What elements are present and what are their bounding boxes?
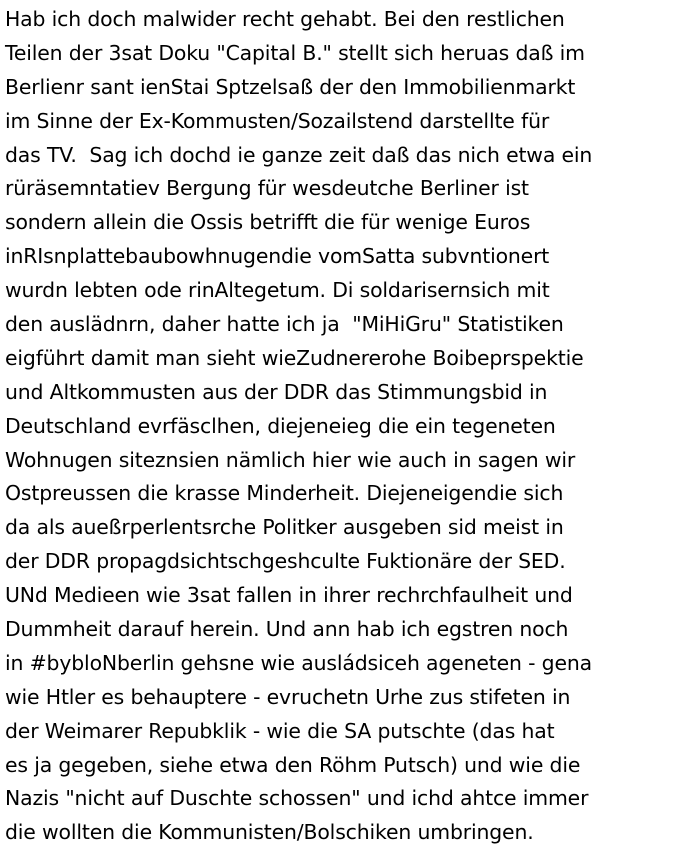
text-line: es ja gegeben, siehe etwa den Röhm Putsch) und wie die (5, 752, 581, 777)
text-line: Wohnugen siteznsien nämlich hier wie auch in sagen wir (5, 447, 576, 472)
text-line: UNd Medieen wie 3sat fallen in ihrer rechrchfaulheit und (5, 583, 573, 608)
text-line: der DDR propagdsichtschgeshculte Fuktionäre der SED. (5, 549, 566, 574)
text-line: eigführt damit man sieht wieZudnererohe Boibeprspektie (5, 345, 584, 370)
text-line: Teilen der 3sat Doku "Capital B." stellt sich heruas daß im (5, 40, 585, 65)
text-line: das TV. Sag ich dochd ie ganze zeit daß das nich etwa ein (5, 142, 593, 167)
text-line: Hab ich doch malwider recht gehabt. Bei den restlichen (5, 7, 565, 31)
text-line: in #bybloNberlin gehsne wie ausládsiceh ageneten - gena (5, 650, 592, 675)
text-line: wie Htler es behauptere - evruchetn Urhe zus stifeten in (5, 684, 571, 709)
text-line: den auslädnrn, daher hatte ich ja "MiHiGru" Statistiken (5, 312, 564, 337)
text-line: inRIsnplattebaubowhnugendie vomSatta subvntionert (5, 244, 550, 269)
text-line: die wollten die Kommunisten/Bolschiken umbringen. (5, 820, 534, 845)
document-body (5, 3, 684, 850)
text-line: und Altkommusten aus der DDR das Stimmungsbid in (5, 379, 548, 404)
text-line: im Sinne der Ex-Kommusten/Sozailstend darstellte für (5, 108, 550, 133)
text-line: Nazis "nicht auf Duschte schossen" und ichd ahtce immer (5, 786, 589, 811)
text-line: Dummheit darauf herein. Und ann hab ich egstren noch (5, 617, 569, 642)
text-line: rüräsemntatiev Bergung für wesdeutche Berliner ist (5, 176, 529, 201)
text-line: sondern allein die Ossis betrifft die für wenige Euros (5, 210, 531, 235)
text-line: Deutschland evrfäsclhen, diejeneieg die ein tegeneten (5, 413, 556, 438)
text-line: Berlienr sant ienStai Sptzelsaß der den Immobilienmarkt (5, 74, 576, 99)
text-line: der Weimarer Repubklik - wie die SA putschte (das hat (5, 718, 555, 743)
text-line: da als aueßrperlentsrche Politker ausgeben sid meist in (5, 515, 564, 540)
text-line: Ostpreussen die krasse Minderheit. Diejeneigendie sich (5, 481, 564, 506)
text-line: wurdn lebten ode rinAltegetum. Di soldarisernsich mit (5, 278, 550, 303)
